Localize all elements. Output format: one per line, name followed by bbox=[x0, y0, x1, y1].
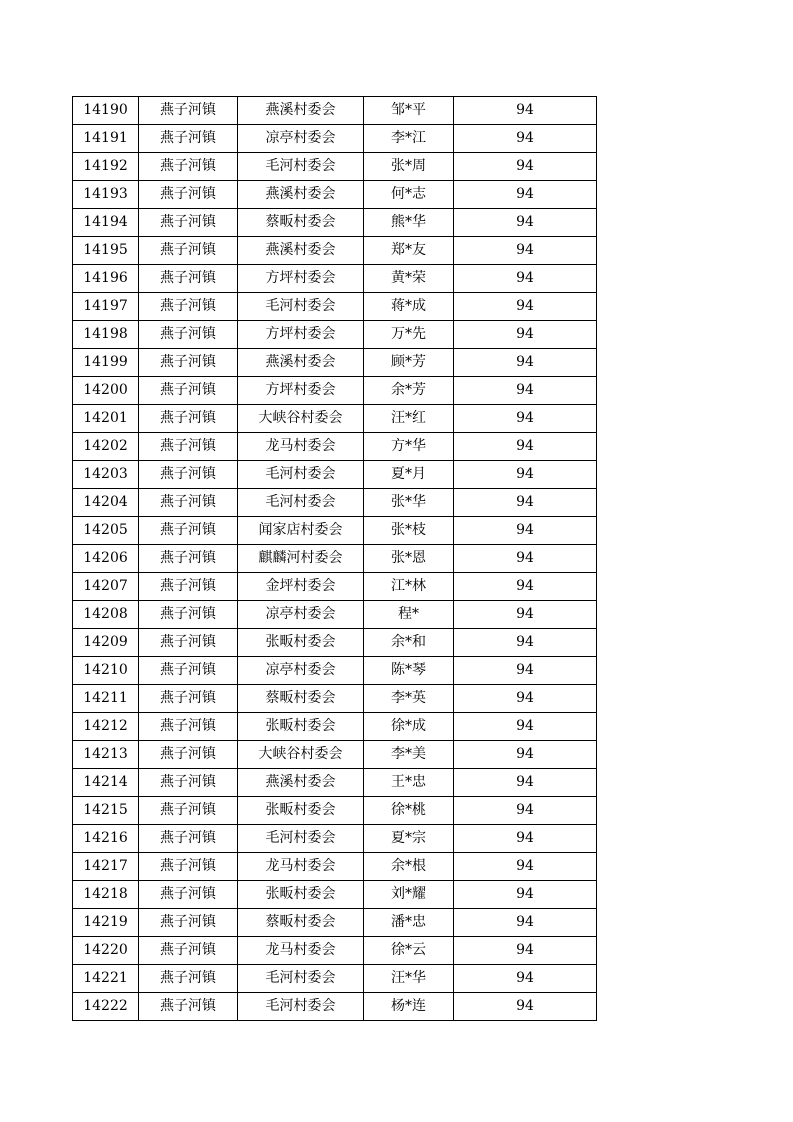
name-cell: 夏*月 bbox=[364, 461, 454, 489]
name-cell: 张*周 bbox=[364, 153, 454, 181]
score-cell: 94 bbox=[454, 517, 597, 545]
name-cell: 江*林 bbox=[364, 573, 454, 601]
village-cell: 凉亭村委会 bbox=[238, 125, 364, 153]
town-cell: 燕子河镇 bbox=[139, 209, 238, 237]
village-cell: 燕溪村委会 bbox=[238, 181, 364, 209]
row-id-cell: 14206 bbox=[73, 545, 139, 573]
table-row bbox=[73, 881, 597, 909]
table-row bbox=[73, 965, 597, 993]
village-cell: 凉亭村委会 bbox=[238, 601, 364, 629]
row-id-cell: 14209 bbox=[73, 629, 139, 657]
village-cell: 毛河村委会 bbox=[238, 489, 364, 517]
score-cell: 94 bbox=[454, 713, 597, 741]
table-row bbox=[73, 573, 597, 601]
score-cell: 94 bbox=[454, 825, 597, 853]
table-row bbox=[73, 853, 597, 881]
name-cell: 李*英 bbox=[364, 685, 454, 713]
table-row bbox=[73, 237, 597, 265]
row-id-cell: 14198 bbox=[73, 321, 139, 349]
name-cell: 何*志 bbox=[364, 181, 454, 209]
score-cell: 94 bbox=[454, 181, 597, 209]
name-cell: 刘*耀 bbox=[364, 881, 454, 909]
table-row bbox=[73, 461, 597, 489]
name-cell: 程* bbox=[364, 601, 454, 629]
score-cell: 94 bbox=[454, 937, 597, 965]
roster-table bbox=[72, 96, 597, 1021]
name-cell: 汪*红 bbox=[364, 405, 454, 433]
row-id-cell: 14218 bbox=[73, 881, 139, 909]
town-cell: 燕子河镇 bbox=[139, 97, 238, 125]
village-cell: 金坪村委会 bbox=[238, 573, 364, 601]
town-cell: 燕子河镇 bbox=[139, 293, 238, 321]
row-id-cell: 14204 bbox=[73, 489, 139, 517]
table-row bbox=[73, 685, 597, 713]
score-cell: 94 bbox=[454, 461, 597, 489]
score-cell: 94 bbox=[454, 741, 597, 769]
town-cell: 燕子河镇 bbox=[139, 629, 238, 657]
score-cell: 94 bbox=[454, 489, 597, 517]
town-cell: 燕子河镇 bbox=[139, 797, 238, 825]
table-row bbox=[73, 153, 597, 181]
town-cell: 燕子河镇 bbox=[139, 545, 238, 573]
village-cell: 燕溪村委会 bbox=[238, 97, 364, 125]
table-row bbox=[73, 517, 597, 545]
village-cell: 蔡畈村委会 bbox=[238, 209, 364, 237]
table-row bbox=[73, 657, 597, 685]
score-cell: 94 bbox=[454, 377, 597, 405]
score-cell: 94 bbox=[454, 965, 597, 993]
row-id-cell: 14203 bbox=[73, 461, 139, 489]
name-cell: 陈*琴 bbox=[364, 657, 454, 685]
row-id-cell: 14221 bbox=[73, 965, 139, 993]
row-id-cell: 14220 bbox=[73, 937, 139, 965]
table-row bbox=[73, 601, 597, 629]
town-cell: 燕子河镇 bbox=[139, 489, 238, 517]
roster-table-body bbox=[73, 97, 597, 1021]
score-cell: 94 bbox=[454, 629, 597, 657]
town-cell: 燕子河镇 bbox=[139, 181, 238, 209]
row-id-cell: 14217 bbox=[73, 853, 139, 881]
table-row bbox=[73, 629, 597, 657]
score-cell: 94 bbox=[454, 685, 597, 713]
row-id-cell: 14216 bbox=[73, 825, 139, 853]
score-cell: 94 bbox=[454, 209, 597, 237]
village-cell: 方坪村委会 bbox=[238, 377, 364, 405]
table-row bbox=[73, 97, 597, 125]
table-row bbox=[73, 545, 597, 573]
town-cell: 燕子河镇 bbox=[139, 125, 238, 153]
score-cell: 94 bbox=[454, 349, 597, 377]
table-row bbox=[73, 713, 597, 741]
village-cell: 大峡谷村委会 bbox=[238, 741, 364, 769]
table-row bbox=[73, 489, 597, 517]
name-cell: 李*江 bbox=[364, 125, 454, 153]
table-row bbox=[73, 993, 597, 1021]
row-id-cell: 14199 bbox=[73, 349, 139, 377]
village-cell: 燕溪村委会 bbox=[238, 237, 364, 265]
table-row bbox=[73, 769, 597, 797]
name-cell: 王*忠 bbox=[364, 769, 454, 797]
row-id-cell: 14205 bbox=[73, 517, 139, 545]
village-cell: 燕溪村委会 bbox=[238, 769, 364, 797]
name-cell: 夏*宗 bbox=[364, 825, 454, 853]
name-cell: 李*美 bbox=[364, 741, 454, 769]
village-cell: 龙马村委会 bbox=[238, 433, 364, 461]
name-cell: 郑*友 bbox=[364, 237, 454, 265]
table-row bbox=[73, 321, 597, 349]
score-cell: 94 bbox=[454, 293, 597, 321]
village-cell: 方坪村委会 bbox=[238, 321, 364, 349]
village-cell: 燕溪村委会 bbox=[238, 349, 364, 377]
score-cell: 94 bbox=[454, 153, 597, 181]
name-cell: 张*华 bbox=[364, 489, 454, 517]
town-cell: 燕子河镇 bbox=[139, 237, 238, 265]
name-cell: 顾*芳 bbox=[364, 349, 454, 377]
village-cell: 毛河村委会 bbox=[238, 993, 364, 1021]
name-cell: 邹*平 bbox=[364, 97, 454, 125]
row-id-cell: 14213 bbox=[73, 741, 139, 769]
village-cell: 龙马村委会 bbox=[238, 853, 364, 881]
score-cell: 94 bbox=[454, 125, 597, 153]
town-cell: 燕子河镇 bbox=[139, 825, 238, 853]
name-cell: 余*和 bbox=[364, 629, 454, 657]
score-cell: 94 bbox=[454, 797, 597, 825]
town-cell: 燕子河镇 bbox=[139, 853, 238, 881]
village-cell: 毛河村委会 bbox=[238, 153, 364, 181]
table-row bbox=[73, 181, 597, 209]
village-cell: 毛河村委会 bbox=[238, 293, 364, 321]
table-row bbox=[73, 125, 597, 153]
village-cell: 毛河村委会 bbox=[238, 825, 364, 853]
village-cell: 毛河村委会 bbox=[238, 461, 364, 489]
score-cell: 94 bbox=[454, 993, 597, 1021]
score-cell: 94 bbox=[454, 601, 597, 629]
town-cell: 燕子河镇 bbox=[139, 265, 238, 293]
town-cell: 燕子河镇 bbox=[139, 573, 238, 601]
score-cell: 94 bbox=[454, 237, 597, 265]
village-cell: 闻家店村委会 bbox=[238, 517, 364, 545]
row-id-cell: 14211 bbox=[73, 685, 139, 713]
village-cell: 张畈村委会 bbox=[238, 797, 364, 825]
town-cell: 燕子河镇 bbox=[139, 405, 238, 433]
town-cell: 燕子河镇 bbox=[139, 881, 238, 909]
table-row bbox=[73, 825, 597, 853]
town-cell: 燕子河镇 bbox=[139, 965, 238, 993]
row-id-cell: 14219 bbox=[73, 909, 139, 937]
village-cell: 张畈村委会 bbox=[238, 713, 364, 741]
village-cell: 毛河村委会 bbox=[238, 965, 364, 993]
town-cell: 燕子河镇 bbox=[139, 349, 238, 377]
row-id-cell: 14194 bbox=[73, 209, 139, 237]
row-id-cell: 14215 bbox=[73, 797, 139, 825]
table-row bbox=[73, 349, 597, 377]
score-cell: 94 bbox=[454, 433, 597, 461]
town-cell: 燕子河镇 bbox=[139, 321, 238, 349]
name-cell: 徐*云 bbox=[364, 937, 454, 965]
name-cell: 徐*成 bbox=[364, 713, 454, 741]
village-cell: 凉亭村委会 bbox=[238, 657, 364, 685]
town-cell: 燕子河镇 bbox=[139, 685, 238, 713]
name-cell: 杨*连 bbox=[364, 993, 454, 1021]
town-cell: 燕子河镇 bbox=[139, 937, 238, 965]
village-cell: 麒麟河村委会 bbox=[238, 545, 364, 573]
table-row bbox=[73, 265, 597, 293]
town-cell: 燕子河镇 bbox=[139, 517, 238, 545]
table-row bbox=[73, 377, 597, 405]
score-cell: 94 bbox=[454, 545, 597, 573]
town-cell: 燕子河镇 bbox=[139, 433, 238, 461]
row-id-cell: 14214 bbox=[73, 769, 139, 797]
town-cell: 燕子河镇 bbox=[139, 993, 238, 1021]
row-id-cell: 14207 bbox=[73, 573, 139, 601]
town-cell: 燕子河镇 bbox=[139, 153, 238, 181]
score-cell: 94 bbox=[454, 853, 597, 881]
town-cell: 燕子河镇 bbox=[139, 909, 238, 937]
score-cell: 94 bbox=[454, 265, 597, 293]
row-id-cell: 14192 bbox=[73, 153, 139, 181]
village-cell: 方坪村委会 bbox=[238, 265, 364, 293]
score-cell: 94 bbox=[454, 881, 597, 909]
name-cell: 余*根 bbox=[364, 853, 454, 881]
name-cell: 熊*华 bbox=[364, 209, 454, 237]
table-row bbox=[73, 797, 597, 825]
row-id-cell: 14201 bbox=[73, 405, 139, 433]
town-cell: 燕子河镇 bbox=[139, 461, 238, 489]
village-cell: 蔡畈村委会 bbox=[238, 909, 364, 937]
score-cell: 94 bbox=[454, 405, 597, 433]
village-cell: 张畈村委会 bbox=[238, 881, 364, 909]
town-cell: 燕子河镇 bbox=[139, 657, 238, 685]
row-id-cell: 14208 bbox=[73, 601, 139, 629]
name-cell: 张*恩 bbox=[364, 545, 454, 573]
score-cell: 94 bbox=[454, 909, 597, 937]
row-id-cell: 14196 bbox=[73, 265, 139, 293]
village-cell: 蔡畈村委会 bbox=[238, 685, 364, 713]
town-cell: 燕子河镇 bbox=[139, 741, 238, 769]
town-cell: 燕子河镇 bbox=[139, 377, 238, 405]
table-row bbox=[73, 293, 597, 321]
name-cell: 汪*华 bbox=[364, 965, 454, 993]
name-cell: 张*枝 bbox=[364, 517, 454, 545]
village-cell: 张畈村委会 bbox=[238, 629, 364, 657]
row-id-cell: 14210 bbox=[73, 657, 139, 685]
name-cell: 潘*忠 bbox=[364, 909, 454, 937]
name-cell: 黄*荣 bbox=[364, 265, 454, 293]
table-row bbox=[73, 937, 597, 965]
town-cell: 燕子河镇 bbox=[139, 769, 238, 797]
table-row bbox=[73, 909, 597, 937]
row-id-cell: 14200 bbox=[73, 377, 139, 405]
table-row bbox=[73, 433, 597, 461]
name-cell: 万*先 bbox=[364, 321, 454, 349]
town-cell: 燕子河镇 bbox=[139, 601, 238, 629]
score-cell: 94 bbox=[454, 657, 597, 685]
row-id-cell: 14202 bbox=[73, 433, 139, 461]
score-cell: 94 bbox=[454, 97, 597, 125]
table-row bbox=[73, 209, 597, 237]
town-cell: 燕子河镇 bbox=[139, 713, 238, 741]
score-cell: 94 bbox=[454, 769, 597, 797]
table-row bbox=[73, 405, 597, 433]
row-id-cell: 14190 bbox=[73, 97, 139, 125]
row-id-cell: 14212 bbox=[73, 713, 139, 741]
name-cell: 蒋*成 bbox=[364, 293, 454, 321]
score-cell: 94 bbox=[454, 321, 597, 349]
name-cell: 徐*桃 bbox=[364, 797, 454, 825]
row-id-cell: 14191 bbox=[73, 125, 139, 153]
row-id-cell: 14222 bbox=[73, 993, 139, 1021]
row-id-cell: 14197 bbox=[73, 293, 139, 321]
row-id-cell: 14195 bbox=[73, 237, 139, 265]
table-row bbox=[73, 741, 597, 769]
name-cell: 余*芳 bbox=[364, 377, 454, 405]
name-cell: 方*华 bbox=[364, 433, 454, 461]
score-cell: 94 bbox=[454, 573, 597, 601]
village-cell: 龙马村委会 bbox=[238, 937, 364, 965]
row-id-cell: 14193 bbox=[73, 181, 139, 209]
village-cell: 大峡谷村委会 bbox=[238, 405, 364, 433]
